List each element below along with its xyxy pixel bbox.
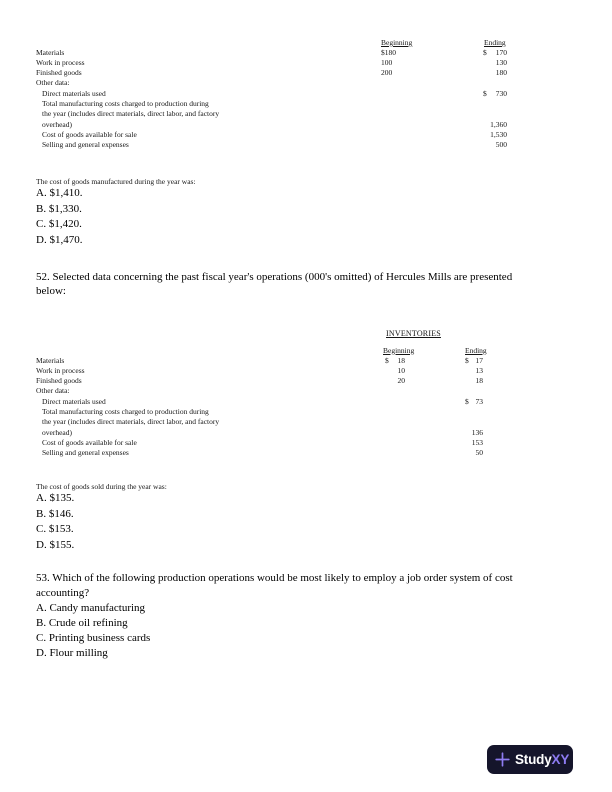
- amount-value: 1,360: [490, 119, 507, 129]
- amount-value: 20: [397, 376, 405, 386]
- ending-value: [483, 140, 507, 150]
- q51-financial-table: [0, 48, 612, 151]
- row-label: Direct materials used: [42, 396, 106, 406]
- row-label: Cost of goods available for sale: [42, 437, 137, 447]
- q53-intro-line2: accounting?: [36, 587, 90, 599]
- q52-option-d: D. $155.: [36, 539, 75, 552]
- table-row: [0, 386, 612, 396]
- q51-col-beginning: Beginning: [381, 38, 413, 47]
- table-row: [0, 407, 612, 417]
- beginning-value: [385, 376, 405, 386]
- amount-value: 73: [475, 396, 483, 406]
- table-row: [0, 438, 612, 448]
- q52-table-title: INVENTORIES: [386, 329, 441, 338]
- ending-value: [483, 48, 507, 58]
- plus-icon: [495, 752, 510, 767]
- table-row: [0, 48, 612, 58]
- table-row: [0, 428, 612, 438]
- q52-intro-line1: 52. Selected data concerning the past fiscal year's operations (000's omitted) of Hercules Mills are presented: [36, 270, 513, 283]
- beginning-value: [385, 356, 405, 366]
- q51-option-a: A. $1,410.: [36, 187, 83, 199]
- row-label: Total manufacturing costs charged to production during: [42, 406, 209, 416]
- currency-symbol: $: [465, 396, 469, 406]
- row-label: overhead): [42, 427, 72, 437]
- table-row: [0, 99, 612, 109]
- row-label: Finished goods: [36, 376, 82, 386]
- table-row: [0, 366, 612, 376]
- row-label: Cost of goods available for sale: [42, 129, 137, 139]
- table-row: [0, 448, 612, 458]
- amount-value: 730: [495, 88, 507, 98]
- amount-value: 130: [495, 57, 507, 67]
- amount-value: 170: [495, 47, 507, 57]
- q53-option-d: D. Flour milling: [36, 647, 108, 659]
- q52-col-beginning: Beginning: [383, 345, 415, 355]
- row-label: Materials: [36, 355, 65, 365]
- table-row: [0, 417, 612, 427]
- q53-option-b: B. Crude oil refining: [36, 617, 128, 629]
- q52-intro-line2: below:: [36, 285, 66, 297]
- q52-option-b: B. $146.: [36, 507, 74, 520]
- q53-block: [36, 571, 513, 661]
- ending-value: [483, 120, 507, 130]
- ending-value: [465, 366, 483, 376]
- row-label: Finished goods: [36, 68, 82, 78]
- ending-value: [465, 356, 483, 366]
- row-label: overhead): [42, 119, 72, 129]
- table-row: [0, 58, 612, 68]
- amount-value: 50: [475, 448, 483, 458]
- row-label: the year (includes direct materials, direct labor, and factory: [42, 109, 220, 119]
- amount-value: 153: [471, 437, 483, 447]
- row-label: Direct materials used: [42, 88, 106, 98]
- currency-symbol: $: [465, 355, 469, 365]
- q53-option-c: C. Printing business cards: [36, 632, 151, 644]
- table-row: [0, 140, 612, 150]
- amount-value: 180: [495, 68, 507, 78]
- table-row: [0, 109, 612, 119]
- row-label: Total manufacturing costs charged to production during: [42, 98, 209, 108]
- studyxy-logo[interactable]: [487, 745, 573, 774]
- row-label: Work in process: [36, 57, 85, 67]
- table-row: [0, 376, 612, 386]
- ending-value: [465, 448, 483, 458]
- q52-option-c: C. $153.: [36, 523, 74, 536]
- ending-value: [465, 397, 483, 407]
- q52-intro: [36, 270, 512, 299]
- ending-value: [483, 68, 507, 78]
- ending-value: [465, 428, 483, 438]
- logo-text-accent: XY: [551, 752, 570, 767]
- currency-symbol: $: [483, 47, 487, 57]
- row-label: Selling and general expenses: [42, 140, 129, 150]
- row-label: Other data:: [36, 386, 70, 396]
- table-row: [0, 397, 612, 407]
- ending-value: [483, 130, 507, 140]
- table-row: [0, 130, 612, 140]
- amount-value: 13: [475, 365, 483, 375]
- currency-symbol: $: [385, 355, 389, 365]
- q52-options: [36, 491, 74, 554]
- amount-value: 136: [471, 427, 483, 437]
- ending-value: [465, 376, 483, 386]
- row-label: the year (includes direct materials, direct labor, and factory: [42, 417, 220, 427]
- beginning-value: 200: [381, 68, 393, 78]
- q51-stem: The cost of goods manufactured during the year was:: [36, 176, 196, 186]
- q52-stem: The cost of goods sold during the year was:: [36, 481, 167, 491]
- logo-wordmark: [515, 752, 569, 767]
- beginning-value: 100: [381, 57, 393, 67]
- amount-value: 500: [495, 140, 507, 150]
- ending-value: [465, 438, 483, 448]
- q52-financial-table: [0, 356, 612, 459]
- table-row: [0, 120, 612, 130]
- row-label: Materials: [36, 47, 65, 57]
- q51-option-c: C. $1,420.: [36, 218, 82, 231]
- table-row: [0, 356, 612, 366]
- q53-intro-line1: 53. Which of the following production operations would be most likely to employ a job order system of cost: [36, 572, 513, 584]
- q51-col-ending: Ending: [484, 38, 506, 47]
- q53-option-a: A. Candy manufacturing: [36, 602, 146, 614]
- logo-text-primary: Study: [515, 752, 552, 767]
- row-label: Other data:: [36, 78, 70, 88]
- row-label: Work in process: [36, 365, 85, 375]
- ending-value: [483, 58, 507, 68]
- q51-option-d: D. $1,470.: [36, 234, 83, 247]
- q51-option-b: B. $1,330.: [36, 202, 82, 215]
- row-label: Selling and general expenses: [42, 448, 129, 458]
- ending-value: [483, 89, 507, 99]
- amount-value: 10: [397, 365, 405, 375]
- table-row: [0, 89, 612, 99]
- table-row: [0, 68, 612, 78]
- q52-col-ending: Ending: [465, 345, 487, 355]
- table-row: [0, 78, 612, 88]
- beginning-value: $180: [381, 47, 396, 57]
- currency-symbol: $: [483, 88, 487, 98]
- beginning-value: [385, 366, 405, 376]
- amount-value: 1,530: [490, 129, 507, 139]
- amount-value: 18: [397, 355, 405, 365]
- amount-value: 18: [475, 376, 483, 386]
- q52-option-a: A. $135.: [36, 492, 75, 504]
- q51-options: [36, 186, 82, 249]
- amount-value: 17: [475, 355, 483, 365]
